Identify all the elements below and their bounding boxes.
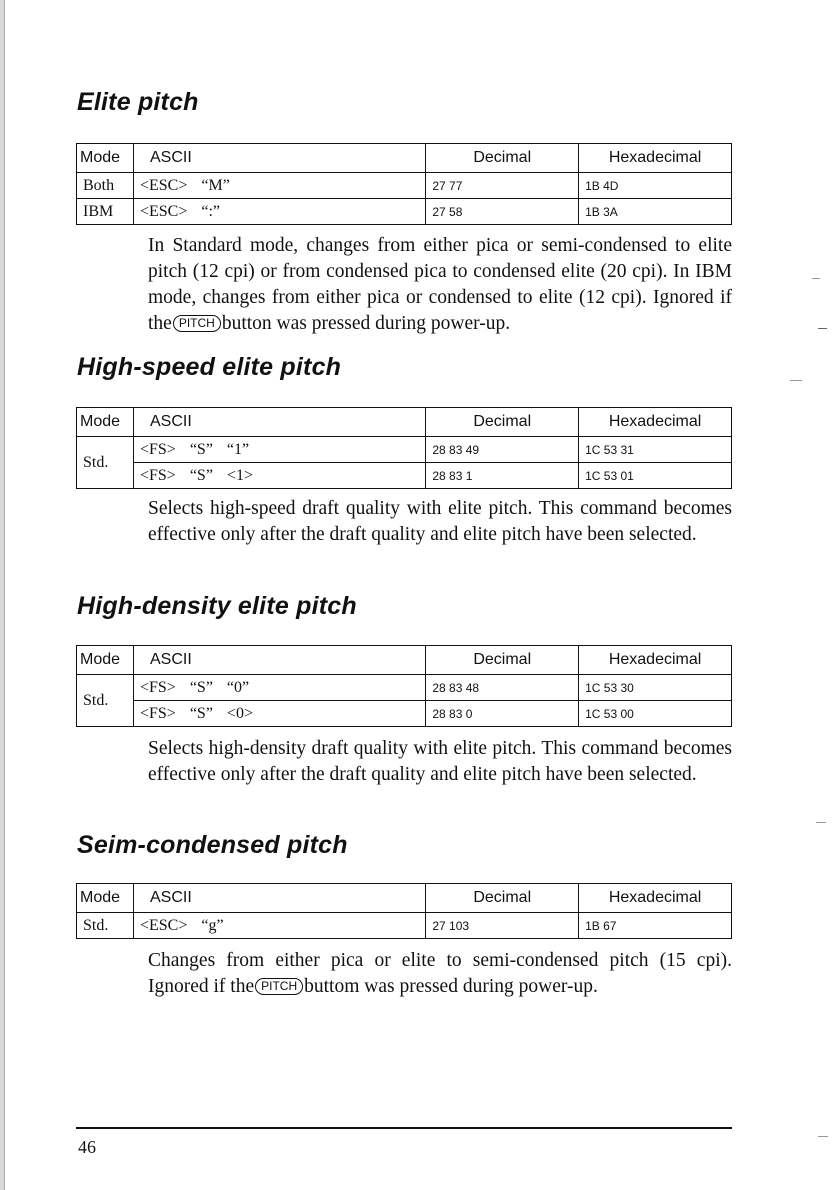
scan-mark — [818, 1136, 828, 1137]
header-mode: Mode — [77, 144, 134, 173]
hex-cell: 1C 53 00 — [579, 701, 732, 727]
header-hexadecimal: Hexadecimal — [579, 144, 732, 173]
ascii-token: “S” — [189, 704, 213, 722]
mode-cell: IBM — [77, 199, 134, 225]
mode-cell: Std. — [77, 437, 134, 489]
header-mode: Mode — [77, 408, 134, 437]
decimal-cell: 27 77 — [426, 173, 579, 199]
ascii-cell — [133, 199, 425, 225]
ascii-token: <ESC> — [139, 916, 188, 934]
ascii-token: <ESC> — [139, 202, 188, 220]
description-semi-condensed-pitch — [148, 948, 732, 1000]
decimal-cell: 27 58 — [426, 199, 579, 225]
header-ascii: ASCII — [133, 408, 425, 437]
ascii-cell — [133, 463, 425, 489]
command-table-elite-pitch — [76, 143, 732, 225]
ascii-cell — [133, 701, 425, 727]
ascii-token: “:” — [201, 202, 221, 220]
scan-mark — [812, 278, 820, 279]
footer-rule — [76, 1127, 732, 1129]
mode-cell: Both — [77, 173, 134, 199]
scan-mark — [818, 328, 827, 329]
table-row — [77, 913, 732, 939]
decimal-cell: 28 83 0 — [426, 701, 579, 727]
ascii-token: <0> — [226, 704, 253, 722]
scan-edge-line — [4, 0, 5, 1190]
ascii-token: <1> — [226, 466, 253, 484]
decimal-cell: 28 83 48 — [426, 675, 579, 701]
table-row — [77, 173, 732, 199]
pitch-button-key: PITCH — [255, 978, 303, 995]
header-ascii: ASCII — [133, 884, 425, 913]
pitch-button-key: PITCH — [173, 315, 221, 332]
header-hexadecimal: Hexadecimal — [579, 884, 732, 913]
ascii-cell — [133, 437, 425, 463]
page-number: 46 — [78, 1137, 96, 1157]
table-row — [77, 463, 732, 489]
section-title-high-density-elite-pitch: High-density elite pitch — [77, 592, 357, 620]
header-hexadecimal: Hexadecimal — [579, 646, 732, 675]
ascii-token: <FS> — [139, 678, 176, 696]
header-decimal: Decimal — [426, 884, 579, 913]
description-high-speed-elite-pitch: Selects high-speed draft quality with elite pitch. This command becomes effective only after the draft quality and elite pitch have been selected. — [148, 498, 732, 545]
ascii-token: <ESC> — [139, 176, 188, 194]
ascii-token: “1” — [226, 440, 250, 458]
description-high-density-elite-pitch: Selects high-density draft quality with elite pitch. This command becomes effective only after the draft quality and elite pitch have been selected. — [148, 738, 732, 785]
table-header-row — [77, 408, 732, 437]
hex-cell: 1C 53 30 — [579, 675, 732, 701]
ascii-token: “M” — [201, 176, 230, 194]
ascii-token: “S” — [189, 678, 213, 696]
command-table-semi-condensed-pitch — [76, 883, 732, 939]
hex-cell: 1B 3A — [579, 199, 732, 225]
ascii-token: <FS> — [139, 704, 176, 722]
table-header-row — [77, 646, 732, 675]
table-row — [77, 675, 732, 701]
header-decimal: Decimal — [426, 408, 579, 437]
scan-mark — [790, 380, 802, 381]
section-title-semi-condensed-pitch: Seim-condensed pitch — [77, 831, 348, 859]
scan-mark — [816, 822, 826, 823]
table-header-row — [77, 144, 732, 173]
hex-cell: 1C 53 01 — [579, 463, 732, 489]
description-text: button was pressed during power-up. — [221, 313, 511, 334]
command-table-high-speed-elite-pitch — [76, 407, 732, 489]
decimal-cell: 28 83 1 — [426, 463, 579, 489]
section-title-elite-pitch: Elite pitch — [77, 88, 199, 116]
header-hexadecimal: Hexadecimal — [579, 408, 732, 437]
description-text: In Standard mode, changes from either pica or semi-condensed to elite pitch (12 cpi) or from condensed pica to condensed elite (20 cpi). In IBM mode, changes from either pica or condensed to elite (12 cpi). Ignored if the — [148, 235, 732, 334]
command-table-high-density-elite-pitch — [76, 645, 732, 727]
ascii-cell — [133, 913, 425, 939]
header-decimal: Decimal — [426, 144, 579, 173]
header-ascii: ASCII — [133, 144, 425, 173]
table-header-row — [77, 884, 732, 913]
description-text: buttom was pressed during power-up. — [304, 976, 598, 997]
ascii-token: <FS> — [139, 440, 176, 458]
decimal-cell: 27 103 — [426, 913, 579, 939]
header-ascii: ASCII — [133, 646, 425, 675]
description-text: Changes from either pica or elite to semi-condensed pitch (15 cpi). Ignored if the — [148, 950, 732, 997]
table-row — [77, 199, 732, 225]
ascii-token: “S” — [189, 440, 213, 458]
table-row — [77, 701, 732, 727]
ascii-token: “S” — [189, 466, 213, 484]
hex-cell: 1B 4D — [579, 173, 732, 199]
section-title-high-speed-elite-pitch: High-speed elite pitch — [77, 353, 342, 381]
ascii-token: “0” — [226, 678, 250, 696]
header-mode: Mode — [77, 884, 134, 913]
header-mode: Mode — [77, 646, 134, 675]
hex-cell: 1B 67 — [579, 913, 732, 939]
ascii-token: “g” — [201, 916, 224, 934]
ascii-cell — [133, 675, 425, 701]
decimal-cell: 28 83 49 — [426, 437, 579, 463]
mode-cell: Std. — [77, 913, 134, 939]
hex-cell: 1C 53 31 — [579, 437, 732, 463]
ascii-cell — [133, 173, 425, 199]
header-decimal: Decimal — [426, 646, 579, 675]
mode-cell: Std. — [77, 675, 134, 727]
table-row — [77, 437, 732, 463]
description-elite-pitch — [148, 233, 732, 337]
ascii-token: <FS> — [139, 466, 176, 484]
